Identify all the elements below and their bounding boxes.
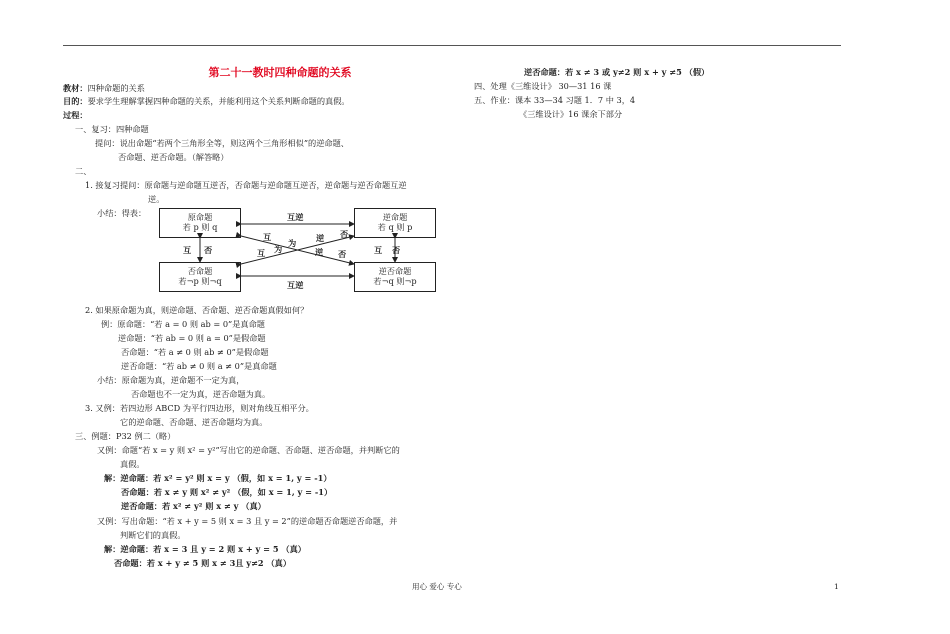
label-right-fou: 否	[392, 245, 401, 255]
section1-line2: 否命题、逆否命题。（解答略）	[118, 152, 229, 162]
section2-heading: 二、	[75, 166, 92, 176]
solution-b2: 否命题：若 x + y ≠ 5 则 x ≠ 3且 y≠2 （真）	[114, 558, 292, 568]
footer-text: 用心 爱心 专心	[412, 582, 462, 591]
page-number: 1	[834, 582, 839, 591]
label-d2-fou: 否	[338, 249, 347, 259]
label-d2-hu: 互	[257, 248, 266, 258]
label-left-hu: 互	[183, 245, 192, 255]
box-contrapositive	[354, 262, 436, 292]
solution-a3: 逆否命题：若 x² ≠ y² 则 x ≠ y （真）	[121, 501, 266, 511]
section2-q1-line1: 1. 接复习提问：原命题与逆命题互逆否，否命题与逆命题互逆否，逆命题与逆否命题互逆	[85, 180, 407, 190]
example-contra: 逆否命题：“若 ab ≠ 0 则 a ≠ 0”是真命题	[121, 361, 277, 371]
material-text: 四种命题的关系	[87, 83, 145, 93]
conv-form: 若 q 则 p	[377, 222, 413, 232]
example-orig: 例：原命题：“若 a = 0 则 ab = 0”是真命题	[101, 319, 265, 329]
section3-exB-line2: 判断它们的真假。	[120, 530, 186, 540]
goal-text: 要求学生理解掌握四种命题的关系，并能利用这个关系判断命题的真假。	[87, 96, 350, 106]
page-title: 第二十一教时四种命题的关系	[208, 66, 352, 79]
summary-label: 小结：得表：	[97, 208, 147, 218]
label-right-hu: 互	[374, 245, 383, 255]
section3-heading: 三、例题：P32 例二（略）	[75, 431, 176, 441]
conv-title: 逆命题	[382, 212, 408, 222]
material-label: 教材：	[63, 83, 88, 93]
section2-q1-line2: 逆。	[148, 194, 165, 204]
label-d1-fou: 否	[340, 229, 349, 239]
inv-title: 否命题	[187, 266, 213, 276]
inv-form: 若¬p 则¬q	[178, 276, 222, 286]
label-left-fou: 否	[204, 245, 213, 255]
section4: 四、处理《三维设计》 30—31 16 课	[474, 81, 612, 91]
label-d2-ni: 逆	[315, 247, 324, 257]
label-d1-wei: 为	[288, 238, 297, 248]
box-original	[159, 208, 241, 238]
section3-exA-line1: 又例：命题“若 x = y 则 x² = y²”写出它的逆命题、否命题、逆否命题，并判断它的	[97, 445, 400, 455]
section5-b: 《三维设计》16 课余下部分	[519, 109, 623, 119]
solution-b1: 解：逆命题：若 x = 3 且 y = 2 则 x + y = 5 （真）	[104, 544, 306, 554]
label-d1-hu: 互	[263, 232, 272, 242]
section2-q3-line2: 它的逆命题、否命题、逆否命题均为真。	[120, 417, 268, 427]
section5: 五、作业：课本 33—34 习题 1．7 中 3，4	[474, 95, 636, 105]
right-contra: 逆否命题：若 x ≠ 3 或 y≠2 则 x + y ≠5 （假）	[524, 67, 710, 77]
label-top: 互逆	[287, 212, 304, 222]
example-conv: 逆命题：“若 ab = 0 则 a = 0”是假命题	[118, 333, 266, 343]
box-converse	[354, 208, 436, 238]
section2-q2: 2. 如果原命题为真，则逆命题、否命题、逆否命题真假如何？	[85, 305, 309, 315]
goal-label: 目的：	[63, 96, 88, 106]
contra-title: 逆否命题	[378, 266, 412, 276]
summary2-line1: 小结：原命题为真，逆命题不一定为真，	[97, 375, 245, 385]
contra-form: 若¬q 则¬p	[373, 276, 417, 286]
section1-heading: 一、复习：四种命题	[75, 124, 149, 134]
solution-a1: 解：逆命题：若 x² = y² 则 x = y （假，如 x = 1, y = -1）	[104, 473, 332, 483]
section3-exB-line1: 又例：写出命题：“若 x + y = 5 则 x = 3 且 y = 2”的逆命题否命题逆否命题，并	[97, 516, 398, 526]
orig-form: 若 p 则 q	[182, 222, 218, 232]
example-inv: 否命题：“若 a ≠ 0 则 ab ≠ 0”是假命题	[121, 347, 269, 357]
box-inverse	[159, 262, 241, 292]
section2-q3-line1: 3. 又例：若四边形 ABCD 为平行四边形，则对角线互相平分。	[85, 403, 314, 413]
section1-line1: 提问：说出命题“若两个三角形全等，则这两个三角形相似”的逆命题、	[95, 138, 349, 148]
label-d1-ni: 逆	[316, 233, 325, 243]
orig-title: 原命题	[187, 212, 213, 222]
label-d2-wei: 为	[274, 244, 283, 254]
section3-exA-line2: 真假。	[120, 459, 145, 469]
summary2-line2: 否命题也不一定为真，逆否命题为真。	[131, 389, 271, 399]
solution-a2: 否命题：若 x ≠ y 则 x² ≠ y² （假，如 x = 1, y = -1）	[121, 487, 333, 497]
label-bottom: 互逆	[287, 280, 304, 290]
process-label: 过程：	[63, 110, 88, 120]
